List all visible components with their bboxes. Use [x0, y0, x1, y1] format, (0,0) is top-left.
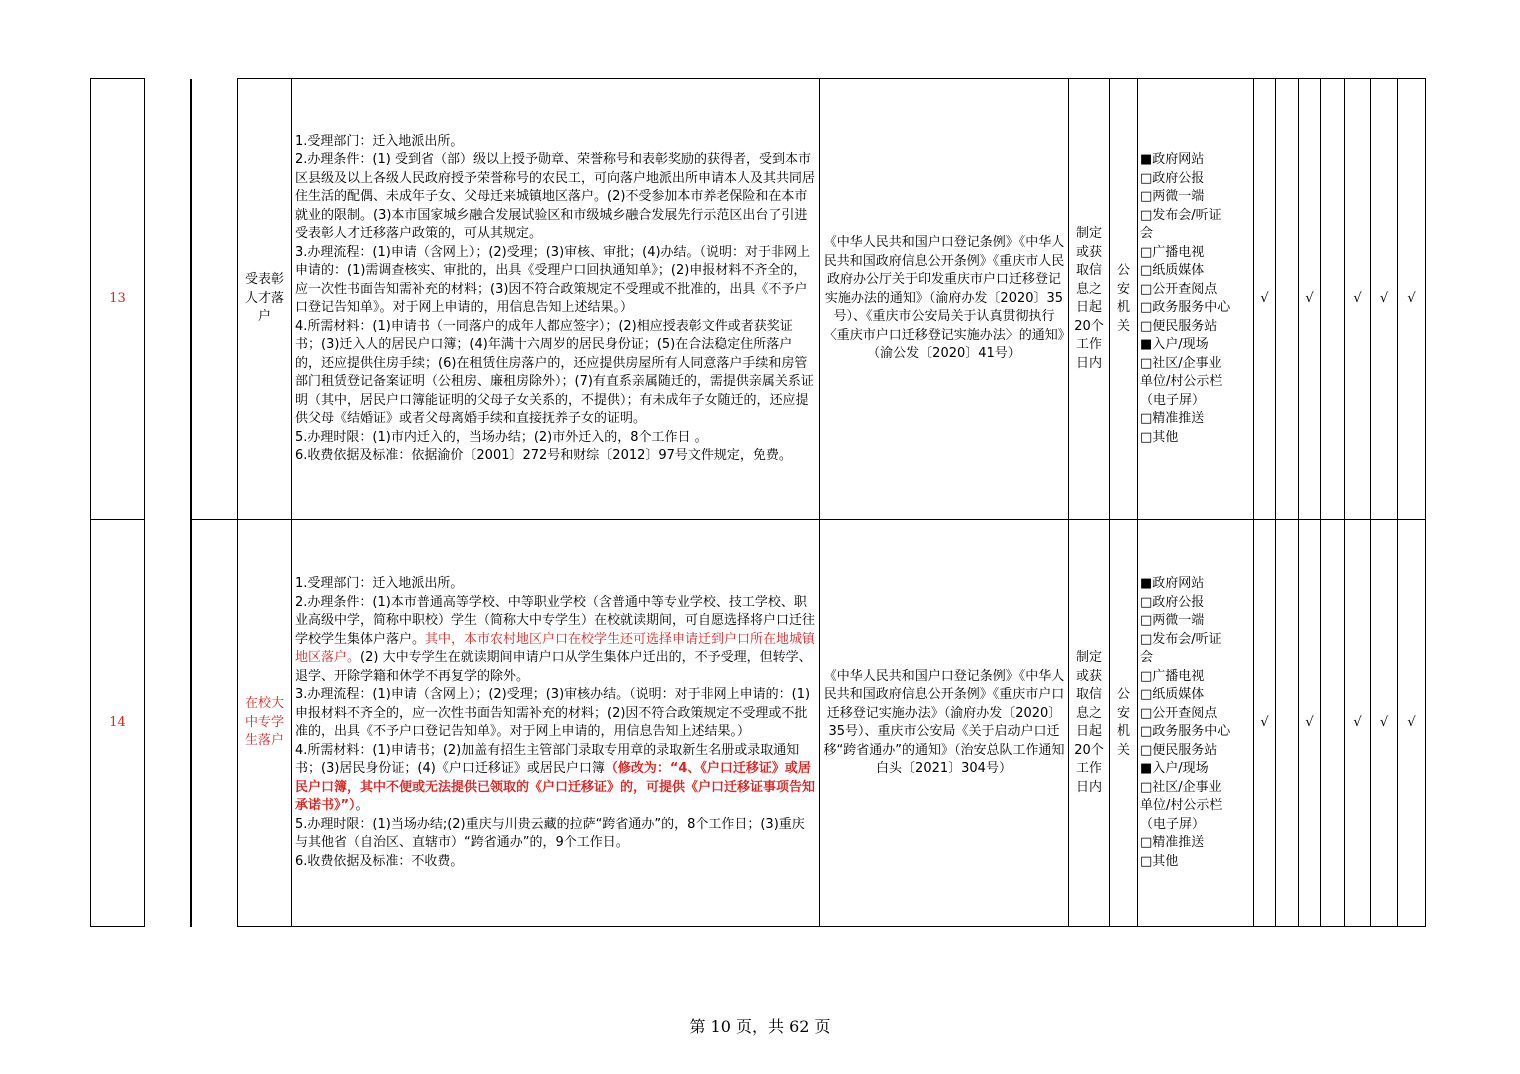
content-paragraph: 3.办理流程：(1)申请（含网上）；(2)受理；(3)审核办结。（说明：对于非网上申请的：(1)申报材料不齐全的，应一次性书面告知需补充的材料；(2)因不符合政策规定不受理或不批准的，出具《不予户口登记告知单》。对于网上申请的，用信息告知上述结果。） — [295, 687, 811, 739]
channel-item: ■入户/现场 — [1140, 337, 1209, 352]
check-mark: √ — [1345, 79, 1371, 520]
check-mark — [1321, 520, 1345, 927]
content-paragraph: 1.受理部门：迁入地派出所。 — [295, 133, 464, 149]
disclosure-time-limit: 制定或获取信息之日起20个工作日内 — [1069, 520, 1110, 927]
empty-cell — [191, 79, 238, 520]
channel-item: □政务服务中心 — [1140, 300, 1231, 315]
channel-item: ■入户/现场 — [1140, 761, 1209, 776]
disclosure-channels — [1138, 79, 1254, 520]
empty-cell — [145, 520, 191, 927]
channel-item: □政府公报 — [1140, 170, 1205, 186]
row-number: 14 — [91, 520, 145, 927]
check-mark: √ — [1398, 79, 1426, 520]
channel-item: □发布会/听证 — [1140, 631, 1222, 647]
channel-item: ■政府网站 — [1140, 152, 1205, 167]
check-mark: √ — [1371, 520, 1398, 927]
content-text-red: （修改为：“4、《户口迁移证》或居民户口簿，其中不便或无法提供已领取的《户口迁移证》的，可提供《户口迁移证事项告知承诺书》”） — [295, 761, 816, 813]
disclosure-time-limit: 制定或获取信息之日起20个工作日内 — [1069, 79, 1110, 520]
content-paragraph: 1.受理部门：迁入地派出所。 — [295, 576, 464, 591]
item-name: 受表彰人才落户 — [238, 79, 292, 520]
content-text: 2.办理条件：(1)本市普通高等学校、中等职业学校（含普通中等专业学校、技工学校、职业高级中学，简称中职校）学生（简称大中专学生）在校就读期间，可自愿选择将户口迁往学校学生集体户落户。 — [295, 594, 816, 647]
content-paragraph: 5.办理时限：(1)市内迁入的，当场办结；(2)市外迁入的，8个工作日 。 — [295, 429, 708, 445]
check-mark: √ — [1254, 520, 1276, 927]
content-text: (2) 大中专学生在就读期间申请户口从学生集体户迁出的，不予受理，但转学、退学、开除学籍和休学不再复学的除外。 — [295, 650, 812, 684]
check-mark: √ — [1398, 520, 1426, 927]
channel-item: □政府公报 — [1140, 594, 1205, 610]
item-content — [292, 520, 820, 927]
content-paragraph: 6.收费依据及标准：不收费。 — [295, 853, 464, 869]
item-content — [292, 79, 820, 520]
channel-item: □广播电视 — [1140, 668, 1205, 684]
content-paragraph: 5.办理时限：(1)当场办结;(2)重庆与川贵云藏的拉萨“跨省通办”的，8个工作日；(3)重庆与其他省（自治区、直辖市）“跨省通办”的，9个工作日。 — [295, 816, 805, 850]
channel-item: □其他 — [1140, 429, 1179, 445]
content-paragraph: 3.办理流程：(1)申请（含网上）；(2)受理；(3)审核、审批；(4)办结。（说明：对于非网上申请的：(1)需调查核实、审批的，出具《受理户口回执通知单》；(2)申报材料不齐全的，应一次性书面告知需补充的材料；(3)因不符合政策规定不受理或不批准的，出具《不予户口登记告知单》。对于网上申请的，用信息告知上述结果。） — [295, 244, 811, 315]
channel-item: □精准推送 — [1140, 411, 1205, 426]
check-mark: √ — [1254, 79, 1276, 520]
legal-basis: 《中华人民共和国户口登记条例》《中华人民共和国政府信息公开条例》《重庆市户口迁移登记实施办法》（渝府办发〔2020〕35号）、重庆市公安局《关于启动户口迁移“跨省通办”的通知》（治安总队工作通知白头〔2021〕304号） — [820, 520, 1069, 927]
channel-item: 单位/村公示栏 — [1140, 798, 1223, 813]
page-footer: 第 10 页，共 62 页 — [689, 1017, 831, 1036]
content-paragraph — [295, 594, 816, 687]
channel-item: ■政府网站 — [1140, 576, 1205, 591]
channel-item: □公开查阅点 — [1140, 281, 1218, 297]
channel-item: □纸质媒体 — [1140, 263, 1205, 278]
content-paragraph: 6.收费依据及标准：依据渝价〔2001〕272号和财综〔2012〕97号文件规定，免费。 — [295, 448, 792, 463]
channel-item: □两微一端 — [1140, 189, 1205, 204]
channel-item: □两微一端 — [1140, 613, 1205, 628]
row-number: 13 — [91, 79, 145, 520]
content-text-red: 其中，本市农村地区户口在校学生还可选择申请迁到户口所在地城镇地区落户。 — [295, 631, 816, 665]
channel-item: （电子屏） — [1140, 816, 1206, 832]
channel-item: □便民服务站 — [1140, 742, 1218, 758]
channel-item: □广播电视 — [1140, 244, 1205, 260]
channel-item: □发布会/听证 — [1140, 207, 1222, 223]
disclosure-subject: 公安机关 — [1110, 79, 1138, 520]
table-row — [91, 520, 1426, 927]
check-mark: √ — [1299, 79, 1321, 520]
empty-cell — [145, 79, 191, 520]
item-name: 在校大中专学生落户 — [238, 520, 292, 927]
channel-item: （电子屏） — [1140, 392, 1206, 408]
check-mark — [1276, 79, 1299, 520]
channel-item: □纸质媒体 — [1140, 687, 1205, 702]
channel-item: 会 — [1140, 226, 1154, 241]
check-mark: √ — [1345, 520, 1371, 927]
content-paragraph: 4.所需材料：(1)申请书（一同落户的成年人都应签字）；(2)相应授表彰文件或者获奖证书；(3)迁入人的居民户口簿；(4)年满十六周岁的居民身份证；(5)在合法稳定住所落户的，还应提供住房手续；(6)在租赁住房落户的，还应提供房屋所有人同意落户手续和房管部门租赁登记备案证明（公租房、廉租房除外）；(7)有直系亲属随迁的，需提供亲属关系证明（其中，居民户口簿能证明的父母子女关系的，不提供）；有未成年子女随迁的，还应提供父母《结婚证》或者父母离婚手续和直接抚养子女的证明。 — [295, 318, 814, 426]
check-mark: √ — [1371, 79, 1398, 520]
empty-cell — [191, 520, 238, 927]
content-paragraph: 2.办理条件：(1) 受到省（部）级以上授予勋章、荣誉称号和表彰奖励的获得者，受到本市区县级及以上各级人民政府授予荣誉称号的农民工，可向落户地派出所申请本人及其共同居住生活的配偶、未成年子女、父母迁来城镇地区落户。(2)不受参加本市养老保险和在本市就业的限制。(3)本市国家城乡融合发展试验区和市级城乡融合发展先行示范区出台了引进受表彰人才迁移落户政策的，可从其规定。 — [295, 152, 816, 241]
channel-item: □政务服务中心 — [1140, 724, 1231, 739]
disclosure-subject: 公安机关 — [1110, 520, 1138, 927]
channel-item: □社区/企事业 — [1140, 779, 1222, 795]
check-mark — [1321, 79, 1345, 520]
channel-item: □便民服务站 — [1140, 318, 1218, 334]
disclosure-table — [90, 78, 1426, 927]
channel-item: 会 — [1140, 650, 1154, 665]
channel-item: □公开查阅点 — [1140, 705, 1218, 721]
content-text: 。 — [355, 798, 369, 813]
table-row — [91, 79, 1426, 520]
channel-item: 单位/村公示栏 — [1140, 374, 1223, 389]
legal-basis: 《中华人民共和国户口登记条例》《中华人民共和国政府信息公开条例》《重庆市人民政府办公厅关于印发重庆市户口迁移登记实施办法的通知》（渝府办发〔2020〕35号）、《重庆市公安局关于认真贯彻执行〈重庆市户口迁移登记实施办法〉的通知》（渝公发〔2020〕41号） — [820, 79, 1069, 520]
channel-item: □精准推送 — [1140, 835, 1205, 850]
disclosure-channels — [1138, 520, 1254, 927]
content-text: 4.所需材料：(1)申请书；(2)加盖有招生主管部门录取专用章的录取新生名册或录取通知书；(3)居民身份证；(4)《户口迁移证》或居民户口簿 — [295, 742, 800, 776]
channel-item: □社区/企事业 — [1140, 355, 1222, 371]
check-mark: √ — [1299, 520, 1321, 927]
content-paragraph — [295, 742, 816, 816]
channel-item: □其他 — [1140, 853, 1179, 869]
check-mark — [1276, 520, 1299, 927]
